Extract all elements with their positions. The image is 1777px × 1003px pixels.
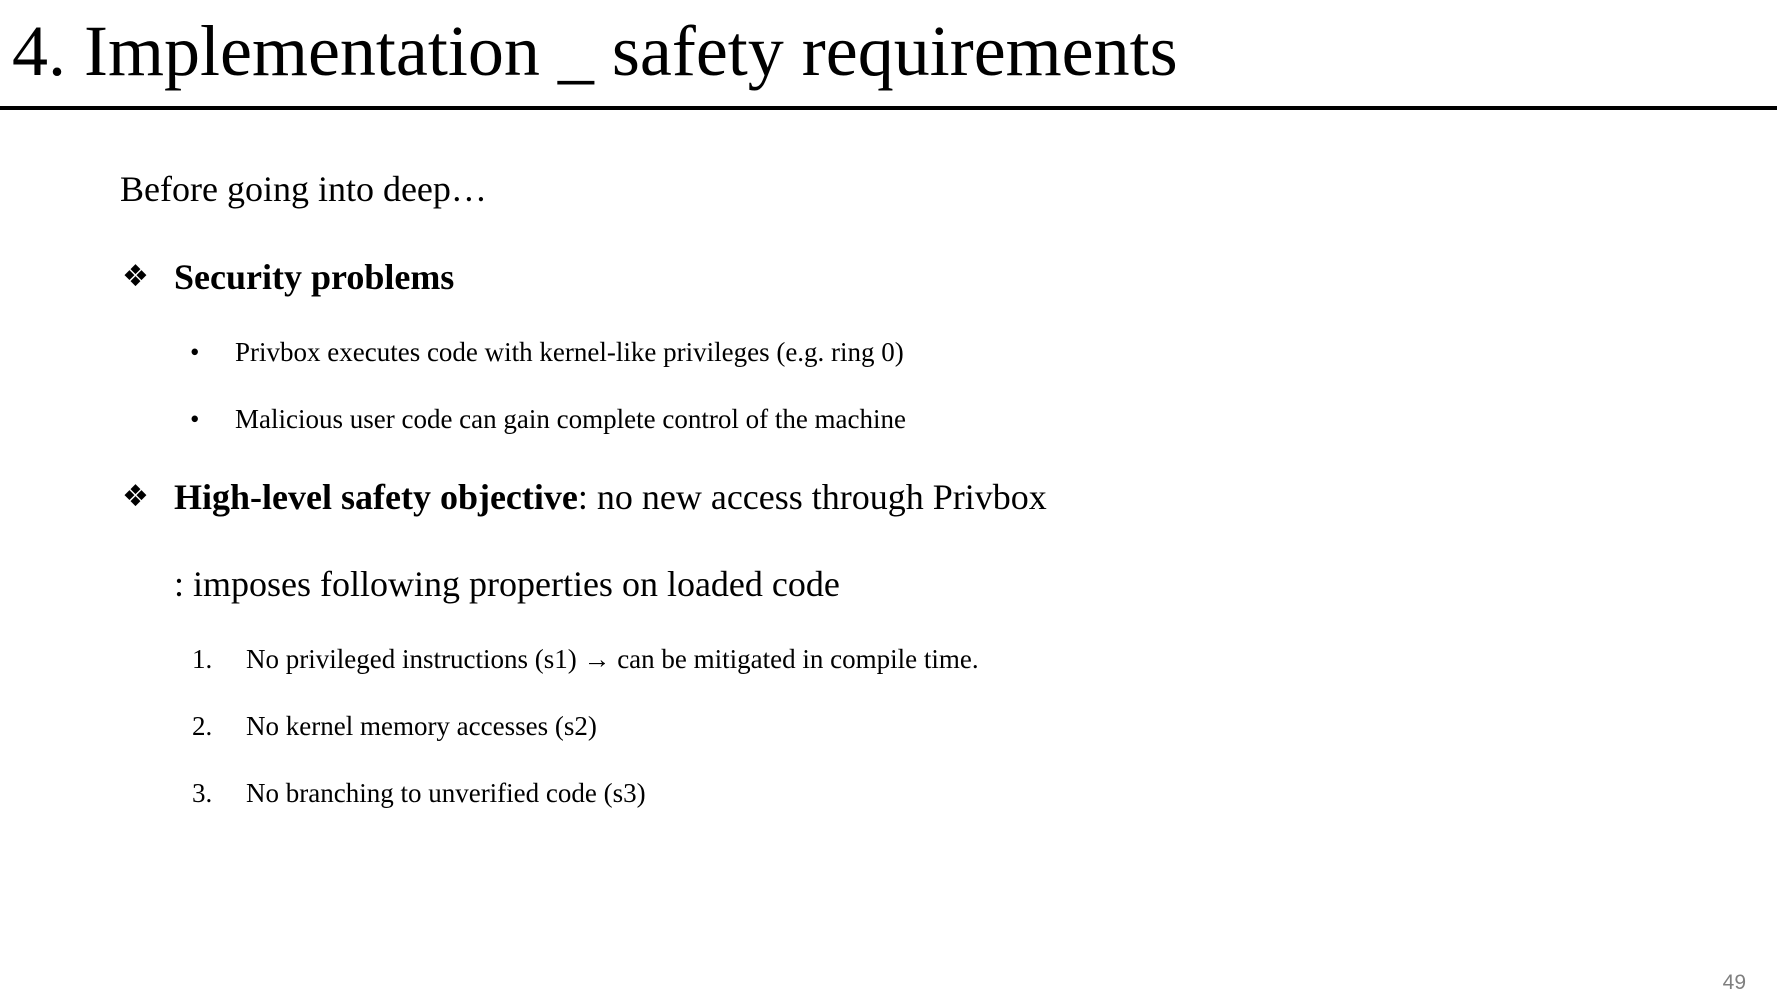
item-text: No privileged instructions (s1) → can be mitigated in compile time.	[246, 644, 979, 674]
item-text: No branching to unverified code (s3)	[246, 778, 646, 808]
section-heading-bold: High-level safety objective	[174, 477, 578, 517]
diamond-bullet-icon: ❖	[122, 479, 149, 514]
numbered-item	[192, 643, 979, 675]
list-item	[190, 403, 906, 435]
list-item-text: Privbox executes code with kernel-like privileges (e.g. ring 0)	[235, 337, 904, 367]
list-item-text: Malicious user code can gain complete control of the machine	[235, 404, 907, 434]
title-divider	[0, 106, 1777, 110]
intro-text: Before going into deep…	[120, 169, 487, 209]
section-security-problems	[122, 256, 454, 299]
item-number: 1.	[192, 644, 213, 674]
list-item	[190, 336, 904, 368]
section-heading-rest: : no new access through Privbox	[577, 477, 1047, 517]
slide-title: 4. Implementation _ safety requirements	[12, 11, 1178, 91]
numbered-item	[192, 710, 597, 742]
diamond-bullet-icon: ❖	[122, 259, 149, 294]
section-heading-bold: Security problems	[174, 257, 455, 297]
section-subline: : imposes following properties on loaded code	[174, 564, 840, 604]
bullet-icon: •	[190, 337, 200, 367]
page-number: 49	[1722, 971, 1746, 994]
item-text: No kernel memory accesses (s2)	[246, 711, 597, 741]
item-number: 2.	[192, 711, 213, 741]
item-number: 3.	[192, 778, 213, 808]
numbered-item	[192, 777, 646, 809]
bullet-icon: •	[190, 404, 200, 434]
section-safety-objective	[122, 476, 1047, 519]
